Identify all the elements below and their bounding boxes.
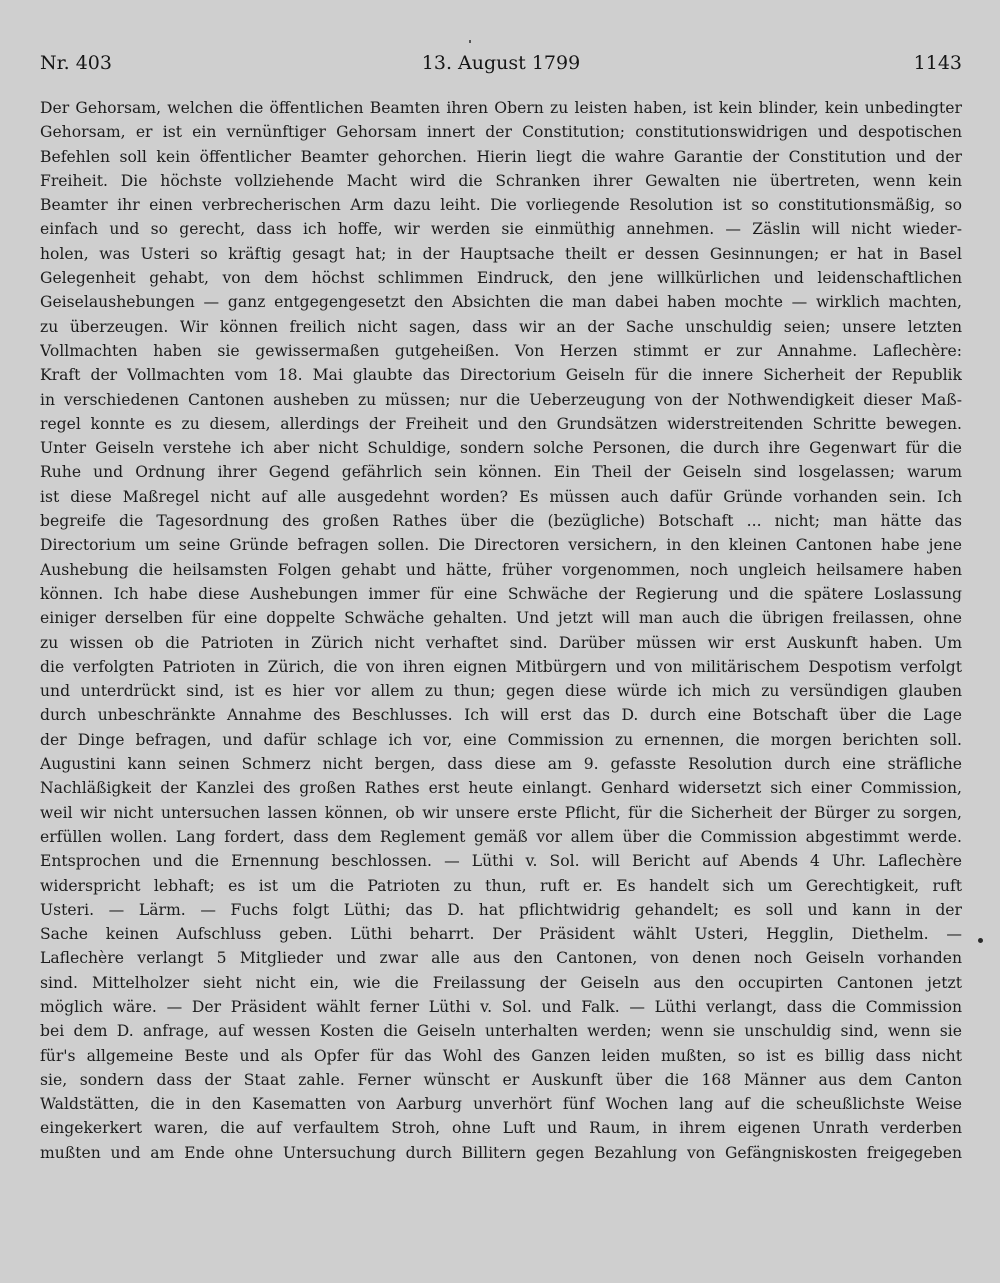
text-line: Usteri. — Lärm. — Fuchs folgt Lüthi; das D. hat pflichtwidrig gehandelt; es soll und kann in der	[40, 900, 962, 919]
text-line: weil wir nicht untersuchen lassen können, ob wir unsere erste Pflicht, für die Sicherheit der Bürger zu sorgen,	[40, 803, 962, 822]
text-line: Geiselaushebungen — ganz entgegengesetzt den Absichten die man dabei haben mochte — wirklich machten,	[40, 293, 962, 312]
text-line: und unterdrückt sind, ist es hier vor allem zu thun; gegen diese würde ich mich zu versündigen glauben	[40, 682, 962, 701]
page-number: 1143	[913, 52, 962, 74]
text-line: eingekerkert waren, die auf verfaultem Stroh, ohne Luft und Raum, in ihrem eigenen Unrath verderben	[40, 1119, 962, 1138]
text-line: können. Ich habe diese Aushebungen immer für eine Schwäche der Regierung und die spätere Loslassung	[40, 584, 962, 603]
text-line: Befehlen soll kein öffentlicher Beamter gehorchen. Hierin liegt die wahre Garantie der Constitution und der	[40, 147, 962, 166]
text-line: Unter Geiseln verstehe ich aber nicht Schuldige, sondern solche Personen, die durch ihre Gegenwart für die	[40, 439, 962, 458]
text-line: Sache keinen Aufschluss geben. Lüthi beharrt. Der Präsident wählt Usteri, Hegglin, Diethelm. —	[40, 925, 962, 944]
body-text	[40, 96, 962, 1165]
text-line: mußten und am Ende ohne Untersuchung durch Billitern gegen Bezahlung von Gefängniskosten freigegeben	[40, 1143, 962, 1162]
text-line: erfüllen wollen. Lang fordert, dass dem Reglement gemäß vor allem über die Commission abgestimmt werde.	[40, 827, 962, 846]
text-line: holen, was Usteri so kräftig gesagt hat; in der Hauptsache theilt er dessen Gesinnungen; er hat in Basel	[40, 244, 962, 263]
text-line: sie, sondern dass der Staat zahle. Ferner wünscht er Auskunft über die 168 Männer aus dem Canton	[40, 1070, 962, 1089]
text-line: Nachläßigkeit der Kanzlei des großen Rathes erst heute einlangt. Genhard widersetzt sich einer Commission,	[40, 779, 962, 798]
document-date: 13. August 1799	[421, 52, 581, 74]
text-line: Ruhe und Ordnung ihrer Gegend gefährlich sein können. Ein Theil der Geiseln sind losgelassen; warum	[40, 463, 962, 482]
text-line: durch unbeschränkte Annahme des Beschlusses. Ich will erst das D. durch eine Botschaft über die Lage	[40, 706, 962, 725]
margin-mark	[978, 938, 983, 943]
text-line: Waldstätten, die in den Kasematten von Aarburg unverhört fünf Wochen lang auf die scheußlichste Weise	[40, 1095, 962, 1114]
document-number: Nr. 403	[40, 52, 112, 74]
text-line: ist diese Maßregel nicht auf alle ausgedehnt worden? Es müssen auch dafür Gründe vorhanden sein. Ich	[40, 487, 962, 506]
text-line: Beamter ihr einen verbrecherischen Arm dazu leiht. Die vorliegende Resolution ist so constitutionsmäßig, so	[40, 196, 962, 215]
text-line: Entsprochen und die Ernennung beschlossen. — Lüthi v. Sol. will Bericht auf Abends 4 Uhr. Laflechère	[40, 852, 962, 871]
text-line: Gelegenheit gehabt, von dem höchst schlimmen Eindruck, den jene willkürlichen und leidenschaftlichen	[40, 269, 962, 288]
text-line: einiger derselben für eine doppelte Schwäche gehalten. Und jetzt will man auch die übrigen freilassen, ohne	[40, 609, 962, 628]
text-line: begreife die Tagesordnung des großen Rathes über die (bezügliche) Botschaft ... nicht; man hätte das	[40, 512, 962, 531]
text-line: widerspricht lebhaft; es ist um die Patrioten zu thun, ruft er. Es handelt sich um Gerechtigkeit, ruft	[40, 876, 962, 895]
text-line: bei dem D. anfrage, auf wessen Kosten die Geiseln unterhalten werden; wenn sie unschuldig sind, wenn sie	[40, 1022, 962, 1041]
text-line: sind. Mittelholzer sieht nicht ein, wie die Freilassung der Geiseln aus den occupirten Cantonen jetzt	[40, 973, 962, 992]
text-line: für's allgemeine Beste und als Opfer für das Wohl des Ganzen leiden mußten, so ist es billig dass nicht	[40, 1046, 962, 1065]
text-line: zu überzeugen. Wir können freilich nicht sagen, dass wir an der Sache unschuldig seien; unsere letzten	[40, 317, 962, 336]
text-line: in verschiedenen Cantonen ausheben zu müssen; nur die Ueberzeugung von der Nothwendigkeit dieser Maß-	[40, 390, 962, 409]
text-line: Der Gehorsam, welchen die öffentlichen Beamten ihren Obern zu leisten haben, ist kein blinder, kein unbedingter	[40, 99, 962, 117]
text-line: Vollmachten haben sie gewissermaßen gutgeheißen. Von Herzen stimmt er zur Annahme. Laflechère:	[40, 341, 962, 360]
text-line: Kraft der Vollmachten vom 18. Mai glaubte das Directorium Geiseln für die innere Sicherheit der Republik	[40, 366, 962, 385]
text-line: Aushebung die heilsamsten Folgen gehabt und hätte, früher vorgenommen, noch ungleich heilsamere haben	[40, 560, 962, 579]
text-line: Augustini kann seinen Schmerz nicht bergen, dass diese am 9. gefasste Resolution durch eine sträfliche	[40, 755, 962, 774]
text-line: zu wissen ob die Patrioten in Zürich nicht verhaftet sind. Darüber müssen wir erst Auskunft haben. Um	[40, 633, 962, 652]
text-line: Directorium um seine Gründe befragen sollen. Die Directoren versichern, in den kleinen Cantonen habe jene	[40, 536, 962, 555]
page-header	[40, 52, 962, 84]
text-line: der Dinge befragen, und dafür schlage ich vor, eine Commission zu ernennen, die morgen berichten soll.	[40, 730, 962, 749]
text-line: regel konnte es zu diesem, allerdings der Freiheit und den Grundsätzen widerstreitenden Schritte bewegen.	[40, 414, 962, 433]
text-line: einfach und so gerecht, dass ich hoffe, wir werden sie einmüthig annehmen. — Zäslin will nicht wieder-	[40, 220, 962, 239]
page-speck	[469, 40, 471, 43]
text-line: Laflechère verlangt 5 Mitglieder und zwar alle aus den Cantonen, von denen noch Geiseln vorhanden	[40, 949, 962, 968]
text-line: Freiheit. Die höchste vollziehende Macht wird die Schranken ihrer Gewalten nie übertreten, wenn kein	[40, 171, 962, 190]
text-line: die verfolgten Patrioten in Zürich, die von ihren eignen Mitbürgern und von militärischem Despotism verfolgt	[40, 657, 962, 676]
text-line: Gehorsam, er ist ein vernünftiger Gehorsam innert der Constitution; constitutionswidrigen und despotischen	[40, 123, 962, 142]
text-line: möglich wäre. — Der Präsident wählt ferner Lüthi v. Sol. und Falk. — Lüthi verlangt, dass die Commission	[40, 997, 962, 1016]
